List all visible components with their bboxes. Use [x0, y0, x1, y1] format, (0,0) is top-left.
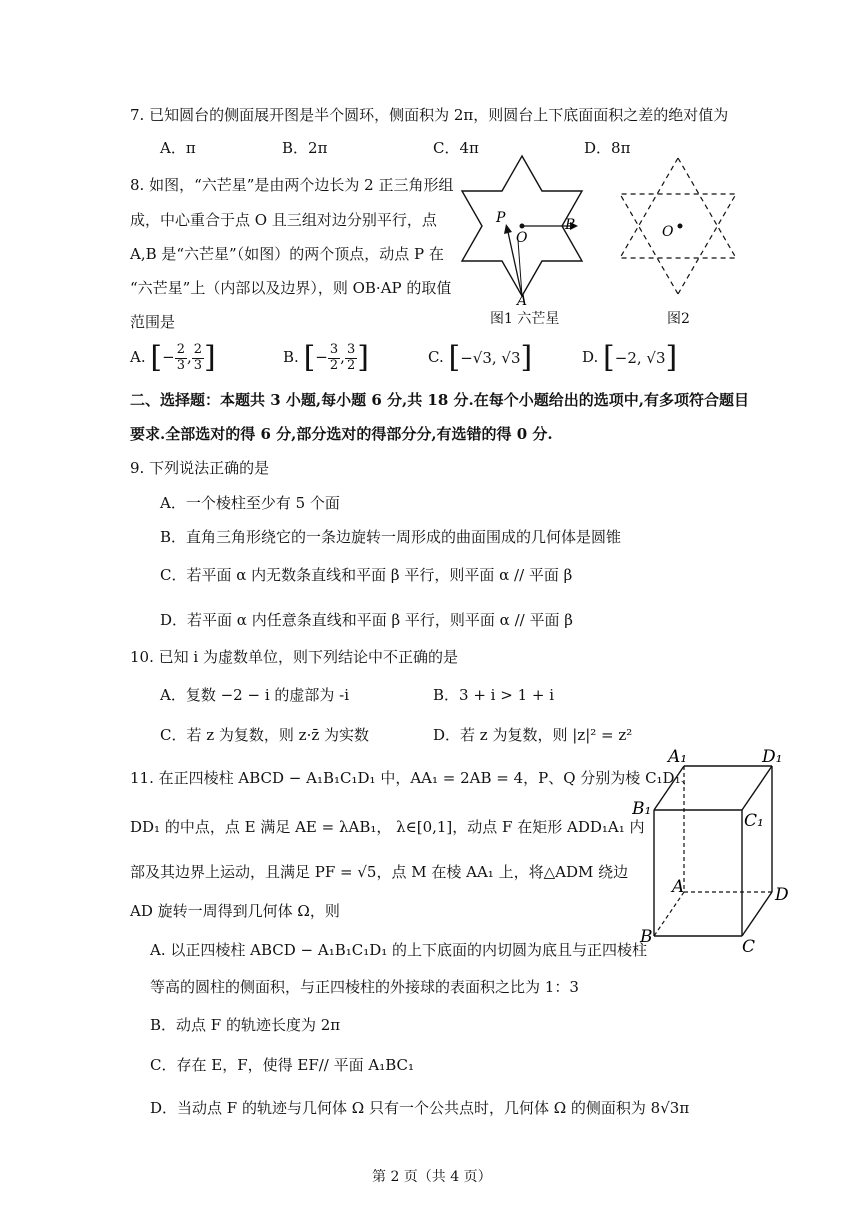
q7-stem: 7. 已知圆台的侧面展开图是半个圆环，侧面积为 2π，则圆台上下底面面积之差的绝对值为 — [130, 106, 729, 124]
q10-option-c: C．若 z 为复数，则 z·z̄ 为实数 — [160, 726, 370, 744]
q11-option-c: C．存在 E，F，使得 EF// 平面 A₁BC₁ — [150, 1056, 415, 1074]
prism-figure — [632, 740, 802, 960]
prism-label-b: B — [640, 927, 653, 947]
q10-option-d: D．若 z 为复数，则 |z|² = z² — [433, 726, 633, 744]
prism-label-a1: A₁ — [668, 747, 688, 767]
section-2-heading-line-1: 二、选择题：本题共 3 小题,每小题 6 分,共 18 分.在每个小题给出的选项中,有多项符合题目 — [130, 391, 749, 409]
q11-line-4: AD 旋转一周得到几何体 Ω，则 — [130, 902, 340, 920]
q8-option-c: C. [−√3, √3] — [428, 340, 533, 375]
q7-option-a: A．π — [160, 139, 196, 157]
prism-label-d: D — [775, 885, 789, 905]
page-footer: 第 2 页（共 4 页） — [372, 1169, 492, 1185]
q10-option-b: B．3 + i > 1 + i — [433, 686, 555, 704]
q11-option-b: B．动点 F 的轨迹长度为 2π — [150, 1016, 341, 1034]
fig1-label-b: B — [565, 217, 576, 233]
q9-stem: 9. 下列说法正确的是 — [130, 459, 270, 477]
q8-option-d: D. [−2, √3] — [582, 340, 678, 375]
prism-label-c: C — [742, 937, 756, 957]
q8-line-5: 范围是 — [130, 313, 176, 331]
prism-label-c1: C₁ — [744, 811, 764, 831]
q11-option-d: D．当动点 F 的轨迹与几何体 Ω 只有一个公共点时，几何体 Ω 的侧面积为 8√3π — [150, 1099, 690, 1117]
q11-option-a-line-1: A. 以正四棱柱 ABCD − A₁B₁C₁D₁ 的上下底面的内切圆为底且与正四棱柱 — [150, 941, 648, 959]
q11-line-1: 11. 在正四棱柱 ABCD − A₁B₁C₁D₁ 中，AA₁ = 2AB = 4，P、Q 分别为棱 C₁D₁、 — [130, 769, 696, 787]
hexagram-figure-1 — [458, 150, 598, 306]
q10-option-a: A．复数 −2 − i 的虚部为 -i — [160, 686, 350, 704]
q9-option-a: A．一个棱柱至少有 5 个面 — [160, 494, 340, 512]
q8-line-4: “六芒星”上（内部以及边界），则 OB·AP 的取值 — [130, 279, 452, 297]
prism-label-d1: D₁ — [762, 747, 783, 767]
q9-option-d: D．若平面 α 内任意条直线和平面 β 平行，则平面 α // 平面 β — [160, 611, 573, 629]
q7-option-c: C．4π — [433, 139, 479, 157]
q8-line-1: 8. 如图，“六芒星”是由两个边长为 2 正三角形组 — [130, 176, 454, 194]
section-2-heading-line-2: 要求.全部选对的得 6 分,部分选对的得部分分,有选错的得 0 分. — [130, 425, 553, 443]
fig1-label-a: A — [517, 293, 528, 306]
q7-option-b: B．2π — [282, 139, 328, 157]
fig2-label-o: O — [662, 224, 674, 240]
q10-stem: 10. 已知 i 为虚数单位，则下列结论中不正确的是 — [130, 648, 458, 666]
q11-line-3: 部及其边界上运动，且满足 PF = √5，点 M 在棱 AA₁ 上，将△ADM 绕边 — [130, 863, 629, 881]
q8-line-3: A,B 是“六芒星”（如图）的两个顶点，动点 P 在 — [130, 245, 444, 263]
hexagram-figure-2 — [612, 152, 748, 302]
prism-label-a: A — [672, 877, 685, 897]
fig1-label-o: O — [516, 230, 528, 246]
prism-label-b1: B₁ — [632, 799, 652, 819]
q8-option-b: B. [− $\frac{3}{2}$ , $\frac{3}{2}$ ] — [283, 340, 369, 375]
q9-option-b: B．直角三角形绕它的一条边旋转一周形成的曲面围成的几何体是圆锥 — [160, 528, 622, 546]
q9-option-c: C．若平面 α 内无数条直线和平面 β 平行，则平面 α // 平面 β — [160, 566, 573, 584]
fig1-caption: 图1 六芒星 — [490, 311, 560, 327]
fig2-caption: 图2 — [667, 311, 690, 327]
q8-option-a: A. [− $\frac{2}{3}$ , $\frac{2}{3}$ ] — [130, 340, 216, 375]
q8-line-2: 成，中心重合于点 O 且三组对边分别平行，点 — [130, 211, 437, 229]
fig1-label-p: P — [496, 210, 506, 226]
q11-option-a-line-2: 等高的圆柱的侧面积，与正四棱柱的外接球的表面积之比为 1：3 — [150, 978, 579, 996]
q7-option-d: D．8π — [584, 139, 631, 157]
q11-line-2: DD₁ 的中点，点 E 满足 AE = λAB₁， λ∈[0,1]，动点 F 在矩形 ADD₁A₁ 内 — [130, 818, 645, 836]
